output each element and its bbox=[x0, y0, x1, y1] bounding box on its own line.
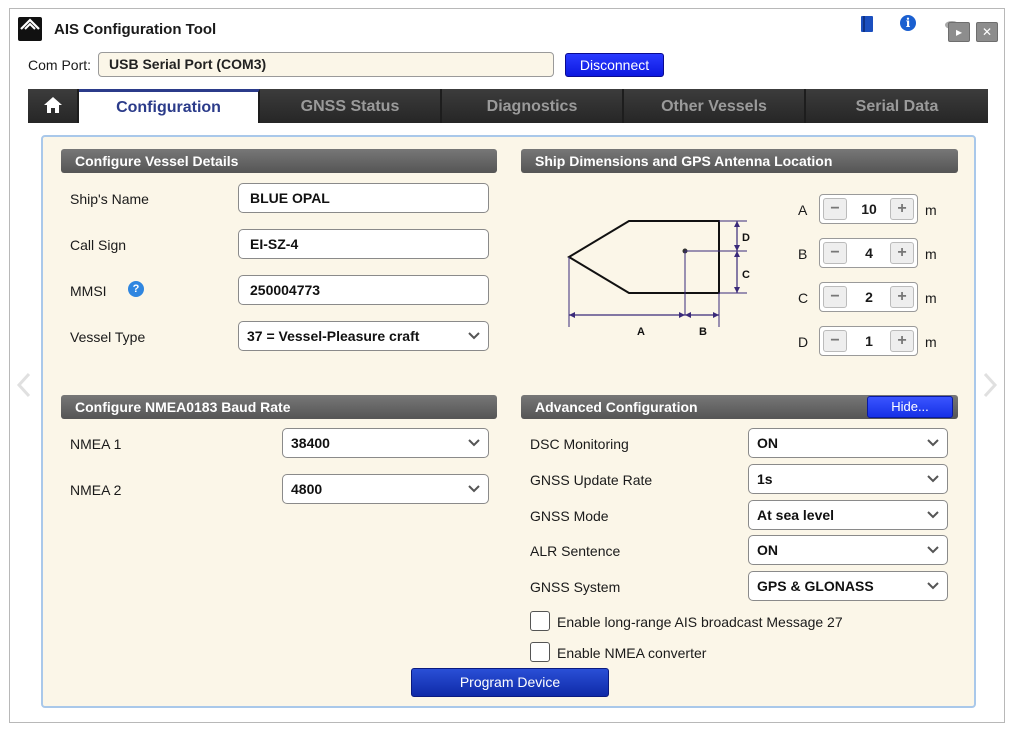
gnss-update-rate-label: GNSS Update Rate bbox=[530, 472, 653, 488]
ship-name-input[interactable]: BLUE OPAL bbox=[238, 183, 489, 213]
chevron-down-icon bbox=[927, 438, 939, 448]
chevron-down-icon bbox=[468, 484, 480, 494]
mmsi-label: MMSI bbox=[70, 283, 107, 299]
dimension-d-value[interactable]: 1 bbox=[865, 333, 873, 349]
dimension-b-decrease-button[interactable]: − bbox=[823, 242, 847, 264]
dim-label-b: B bbox=[798, 246, 808, 262]
manual-book-icon[interactable] bbox=[860, 15, 874, 33]
nmea2-label: NMEA 2 bbox=[70, 482, 122, 498]
chevron-down-icon bbox=[468, 438, 480, 448]
mmsi-help-icon[interactable]: ? bbox=[128, 281, 144, 297]
dimension-a-stepper bbox=[819, 194, 918, 224]
com-port-field[interactable]: USB Serial Port (COM3) bbox=[98, 52, 554, 77]
minimize-button[interactable]: ▸ bbox=[948, 22, 970, 42]
dimension-a-decrease-button[interactable]: − bbox=[823, 198, 847, 220]
dsc-monitoring-value: ON bbox=[757, 435, 778, 451]
nmea2-value: 4800 bbox=[291, 481, 323, 497]
app-title: AIS Configuration Tool bbox=[54, 21, 217, 38]
dimension-c-stepper bbox=[819, 282, 918, 312]
alr-sentence-label: ALR Sentence bbox=[530, 543, 621, 559]
dimension-a-increase-button[interactable]: + bbox=[890, 198, 914, 220]
nmea2-select[interactable] bbox=[282, 474, 489, 504]
gnss-mode-value: At sea level bbox=[757, 507, 835, 523]
nmea1-value: 38400 bbox=[291, 435, 330, 451]
dim-label-d: D bbox=[798, 334, 809, 350]
nmea-baud-header: Configure NMEA0183 Baud Rate bbox=[61, 395, 497, 419]
dim-unit-a: m bbox=[925, 202, 937, 218]
vessel-type-select[interactable] bbox=[238, 321, 489, 351]
home-icon bbox=[43, 96, 63, 114]
gnss-mode-label: GNSS Mode bbox=[530, 508, 609, 524]
dim-label-c: C bbox=[798, 290, 809, 306]
info-icon[interactable]: i bbox=[900, 15, 916, 31]
vessel-details-header: Configure Vessel Details bbox=[61, 149, 497, 173]
gnss-update-rate-value: 1s bbox=[757, 471, 773, 487]
ship-name-label: Ship's Name bbox=[70, 191, 149, 207]
dimension-a-value[interactable]: 10 bbox=[861, 201, 877, 217]
previous-page-arrow-icon[interactable] bbox=[16, 372, 32, 398]
close-button[interactable]: ✕ bbox=[976, 22, 998, 42]
gnss-mode-select[interactable] bbox=[748, 500, 948, 530]
tab-gnss-status[interactable]: GNSS Status bbox=[260, 89, 442, 123]
dsc-monitoring-label: DSC Monitoring bbox=[530, 436, 629, 452]
dimension-b-increase-button[interactable]: + bbox=[890, 242, 914, 264]
alr-sentence-value: ON bbox=[757, 542, 778, 558]
chevron-down-icon bbox=[468, 331, 480, 341]
dim-label-a: A bbox=[798, 202, 808, 218]
chevron-down-icon bbox=[927, 510, 939, 520]
gnss-system-select[interactable] bbox=[748, 571, 948, 601]
diagram-label-d: D bbox=[742, 232, 750, 244]
ship-diagram bbox=[563, 211, 763, 341]
app-window bbox=[9, 8, 1005, 723]
nmea-converter-checkbox[interactable] bbox=[530, 642, 550, 662]
message27-checkbox[interactable] bbox=[530, 611, 550, 631]
configuration-panel bbox=[41, 135, 976, 708]
dimension-c-value[interactable]: 2 bbox=[865, 289, 873, 305]
tab-home[interactable] bbox=[28, 89, 79, 123]
diagram-label-c: C bbox=[742, 269, 750, 281]
dimension-b-value[interactable]: 4 bbox=[865, 245, 873, 261]
chevron-down-icon bbox=[927, 545, 939, 555]
mmsi-input[interactable]: 250004773 bbox=[238, 275, 489, 305]
advanced-config-header: Advanced Configuration bbox=[521, 395, 958, 419]
chevron-down-icon bbox=[927, 581, 939, 591]
dimensions-header: Ship Dimensions and GPS Antenna Location bbox=[521, 149, 958, 173]
dimension-d-stepper bbox=[819, 326, 918, 356]
hide-advanced-button[interactable]: Hide... bbox=[867, 396, 953, 418]
vessel-type-value: 37 = Vessel-Pleasure craft bbox=[247, 328, 420, 344]
nmea-converter-label: Enable NMEA converter bbox=[557, 645, 707, 661]
tab-configuration[interactable]: Configuration bbox=[79, 89, 260, 123]
gnss-update-rate-select[interactable] bbox=[748, 464, 948, 494]
vessel-type-label: Vessel Type bbox=[70, 329, 146, 345]
alr-sentence-select[interactable] bbox=[748, 535, 948, 565]
diagram-label-b: B bbox=[699, 326, 707, 338]
dimension-b-stepper bbox=[819, 238, 918, 268]
message27-label: Enable long-range AIS broadcast Message 27 bbox=[557, 614, 843, 630]
nmea1-label: NMEA 1 bbox=[70, 436, 122, 452]
com-port-label: Com Port: bbox=[28, 57, 92, 73]
tab-serial-data[interactable]: Serial Data bbox=[806, 89, 988, 123]
chevron-down-icon bbox=[927, 474, 939, 484]
nmea1-select[interactable] bbox=[282, 428, 489, 458]
gnss-system-label: GNSS System bbox=[530, 579, 621, 595]
gnss-system-value: GPS & GLONASS bbox=[757, 578, 874, 594]
dim-unit-c: m bbox=[925, 290, 937, 306]
dimension-d-increase-button[interactable]: + bbox=[890, 330, 914, 352]
disconnect-button[interactable]: Disconnect bbox=[565, 53, 664, 77]
diagram-label-a: A bbox=[637, 326, 645, 338]
tab-diagnostics[interactable]: Diagnostics bbox=[442, 89, 624, 123]
dimension-c-increase-button[interactable]: + bbox=[890, 286, 914, 308]
tab-other-vessels[interactable]: Other Vessels bbox=[624, 89, 806, 123]
app-logo-icon bbox=[18, 17, 42, 41]
tab-bar bbox=[28, 89, 988, 123]
dim-unit-b: m bbox=[925, 246, 937, 262]
next-page-arrow-icon[interactable] bbox=[982, 372, 998, 398]
dimension-c-decrease-button[interactable]: − bbox=[823, 286, 847, 308]
program-device-button[interactable]: Program Device bbox=[411, 668, 609, 697]
dsc-monitoring-select[interactable] bbox=[748, 428, 948, 458]
title-bar bbox=[10, 9, 1004, 49]
dim-unit-d: m bbox=[925, 334, 937, 350]
dimension-d-decrease-button[interactable]: − bbox=[823, 330, 847, 352]
call-sign-input[interactable]: EI-SZ-4 bbox=[238, 229, 489, 259]
call-sign-label: Call Sign bbox=[70, 237, 127, 253]
